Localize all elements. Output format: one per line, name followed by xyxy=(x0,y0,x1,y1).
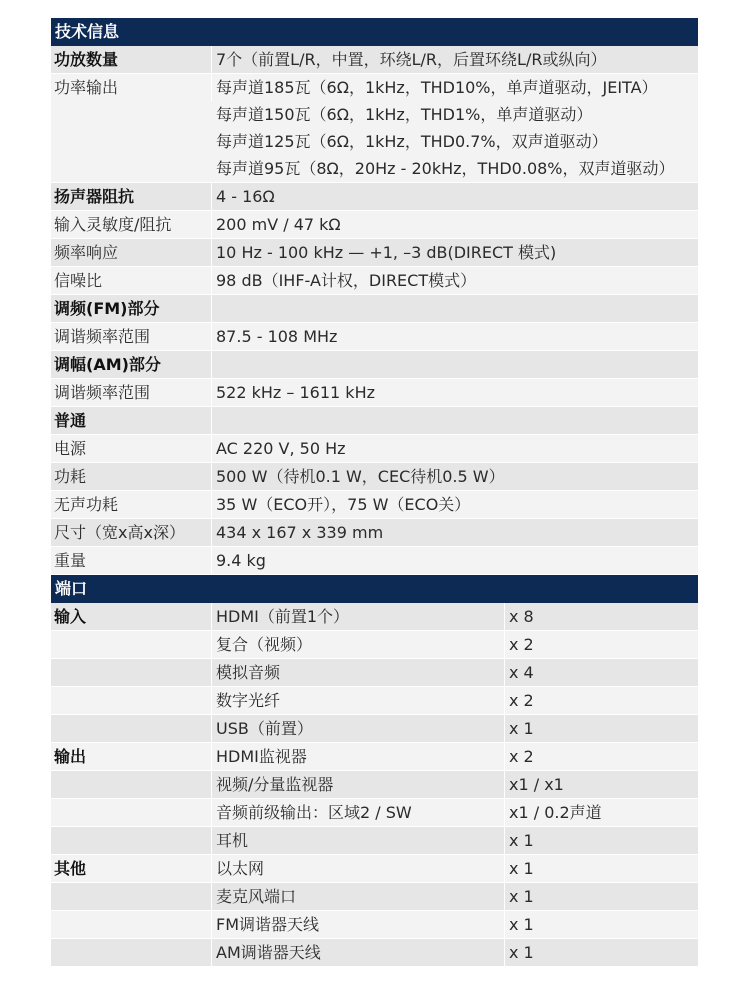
port-name: FM调谐器天线 xyxy=(212,911,505,938)
port-row xyxy=(51,687,698,715)
spec-value-line: 434 x 167 x 339 mm xyxy=(216,523,384,542)
spec-value xyxy=(212,323,698,350)
spec-value-line: 9.4 kg xyxy=(216,551,266,570)
spec-label: 电源 xyxy=(51,435,212,462)
spec-row xyxy=(51,547,698,575)
port-count: x 2 xyxy=(509,747,534,766)
spec-value xyxy=(212,46,698,73)
spec-row xyxy=(51,491,698,519)
spec-label: 调谐频率范围 xyxy=(51,323,212,350)
port-group xyxy=(51,827,212,854)
port-row xyxy=(51,883,698,911)
spec-value-line: 200 mV / 47 kΩ xyxy=(216,215,341,234)
spec-label: 功耗 xyxy=(51,463,212,490)
port-name: AM调谐器天线 xyxy=(212,939,505,966)
port-group xyxy=(51,771,212,798)
port-row xyxy=(51,855,698,883)
port-group xyxy=(51,659,212,686)
port-row xyxy=(51,911,698,939)
port-row xyxy=(51,603,698,631)
spec-label: 频率响应 xyxy=(51,239,212,266)
spec-row xyxy=(51,267,698,295)
spec-value-line xyxy=(216,295,698,322)
spec-label: 无声功耗 xyxy=(51,491,212,518)
spec-label: 扬声器阻抗 xyxy=(51,183,212,210)
port-name: 视频/分量监视器 xyxy=(212,771,505,798)
port-group: 输入 xyxy=(51,603,212,630)
spec-label: 功放数量 xyxy=(51,46,212,73)
spec-row xyxy=(51,46,698,74)
spec-value xyxy=(212,519,698,546)
spec-label: 功率输出 xyxy=(51,74,212,101)
port-count: x 1 xyxy=(509,719,534,738)
port-count: x 1 xyxy=(509,943,534,962)
port-count: x 2 xyxy=(509,691,534,710)
port-count: x 2 xyxy=(509,635,534,654)
spec-value-line: 4 - 16Ω xyxy=(216,187,275,206)
spec-row xyxy=(51,463,698,491)
spec-row xyxy=(51,323,698,351)
spec-row xyxy=(51,379,698,407)
port-name: 耳机 xyxy=(212,827,505,854)
port-count: x 1 xyxy=(509,859,534,878)
spec-value xyxy=(212,183,698,210)
section-header-tech-info: 技术信息 xyxy=(51,18,698,46)
spec-value-line: 10 Hz - 100 kHz — +1, –3 dB(DIRECT 模式) xyxy=(216,243,557,262)
spec-value-line: AC 220 V, 50 Hz xyxy=(216,439,346,458)
spec-table xyxy=(51,46,698,575)
spec-value xyxy=(212,463,698,490)
spec-label: 调幅(AM)部分 xyxy=(51,351,212,378)
spec-label: 信噪比 xyxy=(51,267,212,294)
port-name: 音频前级输出：区域2 / SW xyxy=(212,799,505,826)
port-group: 输出 xyxy=(51,743,212,770)
port-name: HDMI（前置1个） xyxy=(212,603,505,630)
port-row xyxy=(51,827,698,855)
port-group: 其他 xyxy=(51,855,212,882)
port-count: x 4 xyxy=(509,663,534,682)
spec-value-line: 每声道125瓦（6Ω，1kHz，THD0.7%，双声道驱动） xyxy=(216,132,608,151)
port-group xyxy=(51,911,212,938)
spec-row xyxy=(51,351,698,379)
spec-row xyxy=(51,435,698,463)
spec-value xyxy=(212,239,698,266)
spec-label: 输入灵敏度/阻抗 xyxy=(51,211,212,238)
port-row xyxy=(51,799,698,827)
spec-value-line: 每声道150瓦（6Ω，1kHz，THD1%，单声道驱动） xyxy=(216,105,593,124)
spec-value-line: 35 W（ECO开），75 W（ECO关） xyxy=(216,495,471,514)
spec-row xyxy=(51,295,698,323)
port-name: USB（前置） xyxy=(212,715,505,742)
spec-value xyxy=(212,435,698,462)
port-row xyxy=(51,715,698,743)
spec-value-line: 87.5 - 108 MHz xyxy=(216,327,338,346)
spec-value-line: 每声道185瓦（6Ω，1kHz，THD10%，单声道驱动，JEITA） xyxy=(216,78,658,97)
port-group xyxy=(51,687,212,714)
port-group xyxy=(51,631,212,658)
spec-row xyxy=(51,519,698,547)
port-group xyxy=(51,715,212,742)
spec-value-line: 522 kHz – 1611 kHz xyxy=(216,383,375,402)
port-row xyxy=(51,659,698,687)
port-count: x 1 xyxy=(509,831,534,850)
spec-label: 重量 xyxy=(51,547,212,574)
ports-table xyxy=(51,603,698,967)
port-group xyxy=(51,883,212,910)
spec-row xyxy=(51,183,698,211)
port-name: 麦克风端口 xyxy=(212,883,505,910)
spec-value xyxy=(212,211,698,238)
spec-row xyxy=(51,74,698,183)
spec-value xyxy=(212,379,698,406)
section-header-ports: 端口 xyxy=(51,575,698,603)
port-name: 数字光纤 xyxy=(212,687,505,714)
port-count: x 1 xyxy=(509,887,534,906)
spec-value xyxy=(212,547,698,574)
spec-value xyxy=(212,491,698,518)
spec-value-line xyxy=(216,407,698,434)
port-count: x1 / 0.2声道 xyxy=(509,803,602,822)
spec-row xyxy=(51,211,698,239)
spec-row xyxy=(51,239,698,267)
port-group xyxy=(51,939,212,966)
spec-label: 调频(FM)部分 xyxy=(51,295,212,322)
port-count: x 8 xyxy=(509,607,534,626)
spec-value-line: 每声道95瓦（8Ω，20Hz - 20kHz，THD0.08%，双声道驱动） xyxy=(216,159,675,178)
spec-label: 调谐频率范围 xyxy=(51,379,212,406)
spec-sheet xyxy=(51,18,698,967)
port-name: HDMI监视器 xyxy=(212,743,505,770)
spec-label: 普通 xyxy=(51,407,212,434)
spec-value-line xyxy=(216,351,698,378)
spec-value xyxy=(212,295,698,322)
port-name: 模拟音频 xyxy=(212,659,505,686)
spec-value xyxy=(212,407,698,434)
spec-value xyxy=(212,267,698,294)
port-row xyxy=(51,743,698,771)
spec-value-line: 98 dB（IHF-A计权，DIRECT模式） xyxy=(216,271,477,290)
port-group xyxy=(51,799,212,826)
spec-value-line: 500 W（待机0.1 W，CEC待机0.5 W） xyxy=(216,467,505,486)
port-row xyxy=(51,939,698,967)
spec-value xyxy=(212,351,698,378)
port-row xyxy=(51,771,698,799)
spec-value xyxy=(212,74,698,182)
spec-row xyxy=(51,407,698,435)
port-count: x 1 xyxy=(509,915,534,934)
port-row xyxy=(51,631,698,659)
spec-value-line: 7个（前置L/R，中置，环绕L/R，后置环绕L/R或纵向） xyxy=(216,50,607,69)
spec-label: 尺寸（宽x高x深） xyxy=(51,519,212,546)
port-name: 以太网 xyxy=(212,855,505,882)
port-name: 复合（视频） xyxy=(212,631,505,658)
port-count: x1 / x1 xyxy=(509,775,564,794)
